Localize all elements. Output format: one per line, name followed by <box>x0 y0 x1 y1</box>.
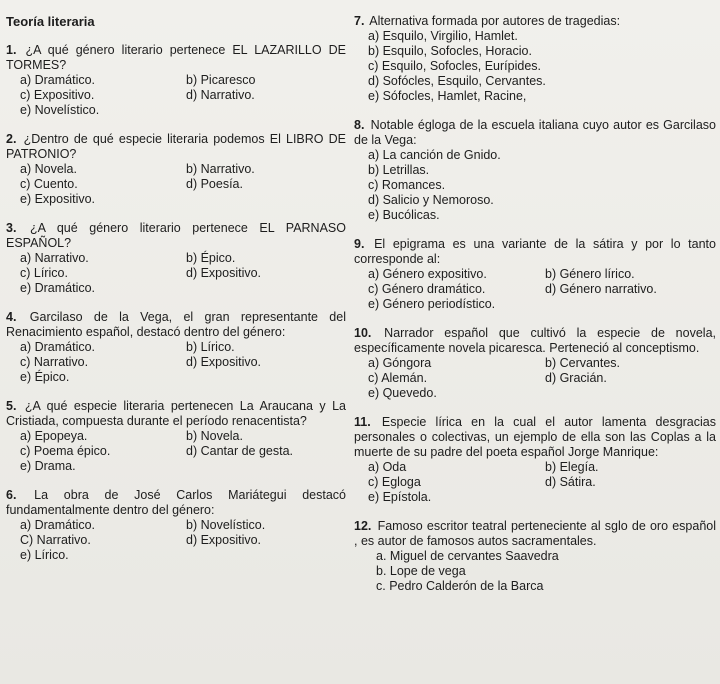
option-a[interactable]: a) Oda <box>368 460 407 474</box>
option-d[interactable]: d) Narrativo. <box>186 88 255 102</box>
option-a[interactable]: a) Dramático. <box>20 73 96 87</box>
option-b[interactable]: b) Narrativo. <box>186 162 255 176</box>
question-text: ¿A qué género literario pertenece EL LAZARILLO DE TORMES? <box>6 43 346 72</box>
option-d[interactable]: d) Sátira. <box>545 475 596 489</box>
question-text: Narrador español que cultivó la especie de novela, específicamente novela picaresca. Perteneció al conceptismo. <box>354 326 716 355</box>
option-e[interactable]: e) Novelístico. <box>20 103 100 117</box>
option-c[interactable]: c) Esquilo, Sofocles, Eurípides. <box>368 59 541 73</box>
question-number: 3. <box>6 221 17 235</box>
question-number: 8. <box>354 118 365 132</box>
question-4 <box>6 310 346 385</box>
option-e[interactable]: e) Quevedo. <box>368 386 437 400</box>
option-c[interactable]: c) Cuento. <box>20 177 78 191</box>
option-c[interactable]: c) Egloga <box>368 475 421 489</box>
option-c[interactable]: c) Expositivo. <box>20 88 95 102</box>
question-number: 12. <box>354 519 372 533</box>
question-7 <box>354 14 716 104</box>
question-text: Especie lírica en la cual el autor lamenta desgracias personales o colectivas, un ejemplo de ella son las Coplas a la muerte de su padre del poeta español Jorge Manrique: <box>354 415 716 459</box>
question-text: ¿Dentro de qué especie literaria podemos El LIBRO DE PATRONIO? <box>6 132 346 161</box>
option-b[interactable]: b) Picaresco <box>186 73 256 87</box>
option-d[interactable]: d) Gracián. <box>545 371 607 385</box>
option-a[interactable]: a) Dramático. <box>20 340 96 354</box>
option-d[interactable]: d) Expositivo. <box>186 533 262 547</box>
option-e[interactable]: e) Drama. <box>20 459 76 473</box>
option-e[interactable]: e) Expositivo. <box>20 192 96 206</box>
question-10 <box>354 326 716 401</box>
question-8 <box>354 118 716 223</box>
question-text: La obra de José Carlos Mariátegui destacó fundamentalmente dentro del género: <box>6 488 346 517</box>
question-number: 11. <box>354 415 371 429</box>
option-c[interactable]: c) Alemán. <box>368 371 428 385</box>
question-9 <box>354 237 716 312</box>
option-d[interactable]: d) Poesía. <box>186 177 243 191</box>
left-column <box>6 14 346 577</box>
option-a[interactable]: a) Esquilo, Virgilio, Hamlet. <box>368 29 518 43</box>
option-b[interactable]: b. Lope de vega <box>376 564 466 578</box>
option-b[interactable]: b) Novela. <box>186 429 243 443</box>
option-c[interactable]: C) Narrativo. <box>20 533 91 547</box>
option-e[interactable]: e) Bucólicas. <box>368 208 440 222</box>
question-text: El epigrama es una variante de la sátira y por lo tanto corresponde al: <box>354 237 716 266</box>
option-b[interactable]: b) Elegía. <box>545 460 599 474</box>
option-e[interactable]: e) Lírico. <box>20 548 69 562</box>
question-number: 9. <box>354 237 365 251</box>
option-a[interactable]: a) Dramático. <box>20 518 96 532</box>
option-e[interactable]: e) Épico. <box>20 370 70 384</box>
option-d[interactable]: d) Expositivo. <box>186 266 262 280</box>
option-c[interactable]: c) Género dramático. <box>368 282 486 296</box>
option-d[interactable]: d) Cantar de gesta. <box>186 444 294 458</box>
option-c[interactable]: c) Lírico. <box>20 266 68 280</box>
question-6 <box>6 488 346 563</box>
option-b[interactable]: b) Cervantes. <box>545 356 621 370</box>
option-a[interactable]: a) Góngora <box>368 356 432 370</box>
question-number: 5. <box>6 399 17 413</box>
question-text: Garcilaso de la Vega, el gran representante del Renacimiento español, destacó dentro del género: <box>6 310 346 339</box>
option-c[interactable]: c. Pedro Calderón de la Barca <box>376 579 544 593</box>
option-a[interactable]: a) Género expositivo. <box>368 267 487 281</box>
option-d[interactable]: d) Salicio y Nemoroso. <box>368 193 494 207</box>
question-12 <box>354 519 716 594</box>
option-c[interactable]: c) Narrativo. <box>20 355 89 369</box>
question-2 <box>6 132 346 207</box>
option-d[interactable]: d) Sofócles, Esquilo, Cervantes. <box>368 74 546 88</box>
right-column <box>354 14 716 608</box>
option-c[interactable]: c) Poema épico. <box>20 444 111 458</box>
question-3 <box>6 221 346 296</box>
question-number: 2. <box>6 132 17 146</box>
option-a[interactable]: a) La canción de Gnido. <box>368 148 501 162</box>
option-a[interactable]: a) Narrativo. <box>20 251 89 265</box>
question-text: ¿A qué especie literaria pertenecen La Araucana y La Cristiada, compuesta durante el período renacentista? <box>6 399 346 428</box>
option-b[interactable]: b) Épico. <box>186 251 236 265</box>
option-b[interactable]: b) Lírico. <box>186 340 235 354</box>
question-text: Famoso escritor teatral perteneciente al sglo de oro español , es autor de famosos autos sacramentales. <box>354 519 717 548</box>
question-number: 10. <box>354 326 372 340</box>
option-e[interactable]: e) Sófocles, Hamlet, Racine, <box>368 89 527 103</box>
option-a[interactable]: a) Epopeya. <box>20 429 88 443</box>
question-number: 1. <box>6 43 17 57</box>
option-b[interactable]: b) Género lírico. <box>545 267 635 281</box>
question-text: Notable égloga de la escuela italiana cuyo autor es Garcilaso de la Vega: <box>354 118 716 147</box>
option-b[interactable]: b) Novelístico. <box>186 518 266 532</box>
question-5 <box>6 399 346 474</box>
question-number: 4. <box>6 310 17 324</box>
page-title: Teoría literaria <box>6 14 95 29</box>
question-number: 7. <box>354 14 365 28</box>
question-number: 6. <box>6 488 17 502</box>
question-text: Alternativa formada por autores de tragedias: <box>369 14 621 28</box>
option-c[interactable]: c) Romances. <box>368 178 446 192</box>
option-b[interactable]: b) Esquilo, Sofocles, Horacio. <box>368 44 532 58</box>
option-e[interactable]: e) Epístola. <box>368 490 432 504</box>
option-b[interactable]: b) Letrillas. <box>368 163 430 177</box>
option-e[interactable]: e) Dramático. <box>20 281 96 295</box>
option-a[interactable]: a. Miguel de cervantes Saavedra <box>376 549 559 563</box>
question-1 <box>6 43 346 118</box>
option-a[interactable]: a) Novela. <box>20 162 77 176</box>
question-11 <box>354 415 716 505</box>
option-d[interactable]: d) Expositivo. <box>186 355 262 369</box>
question-text: ¿A qué género literario pertenece EL PARNASO ESPAÑOL? <box>6 221 346 250</box>
option-e[interactable]: e) Género periodístico. <box>368 297 496 311</box>
option-d[interactable]: d) Género narrativo. <box>545 282 657 296</box>
